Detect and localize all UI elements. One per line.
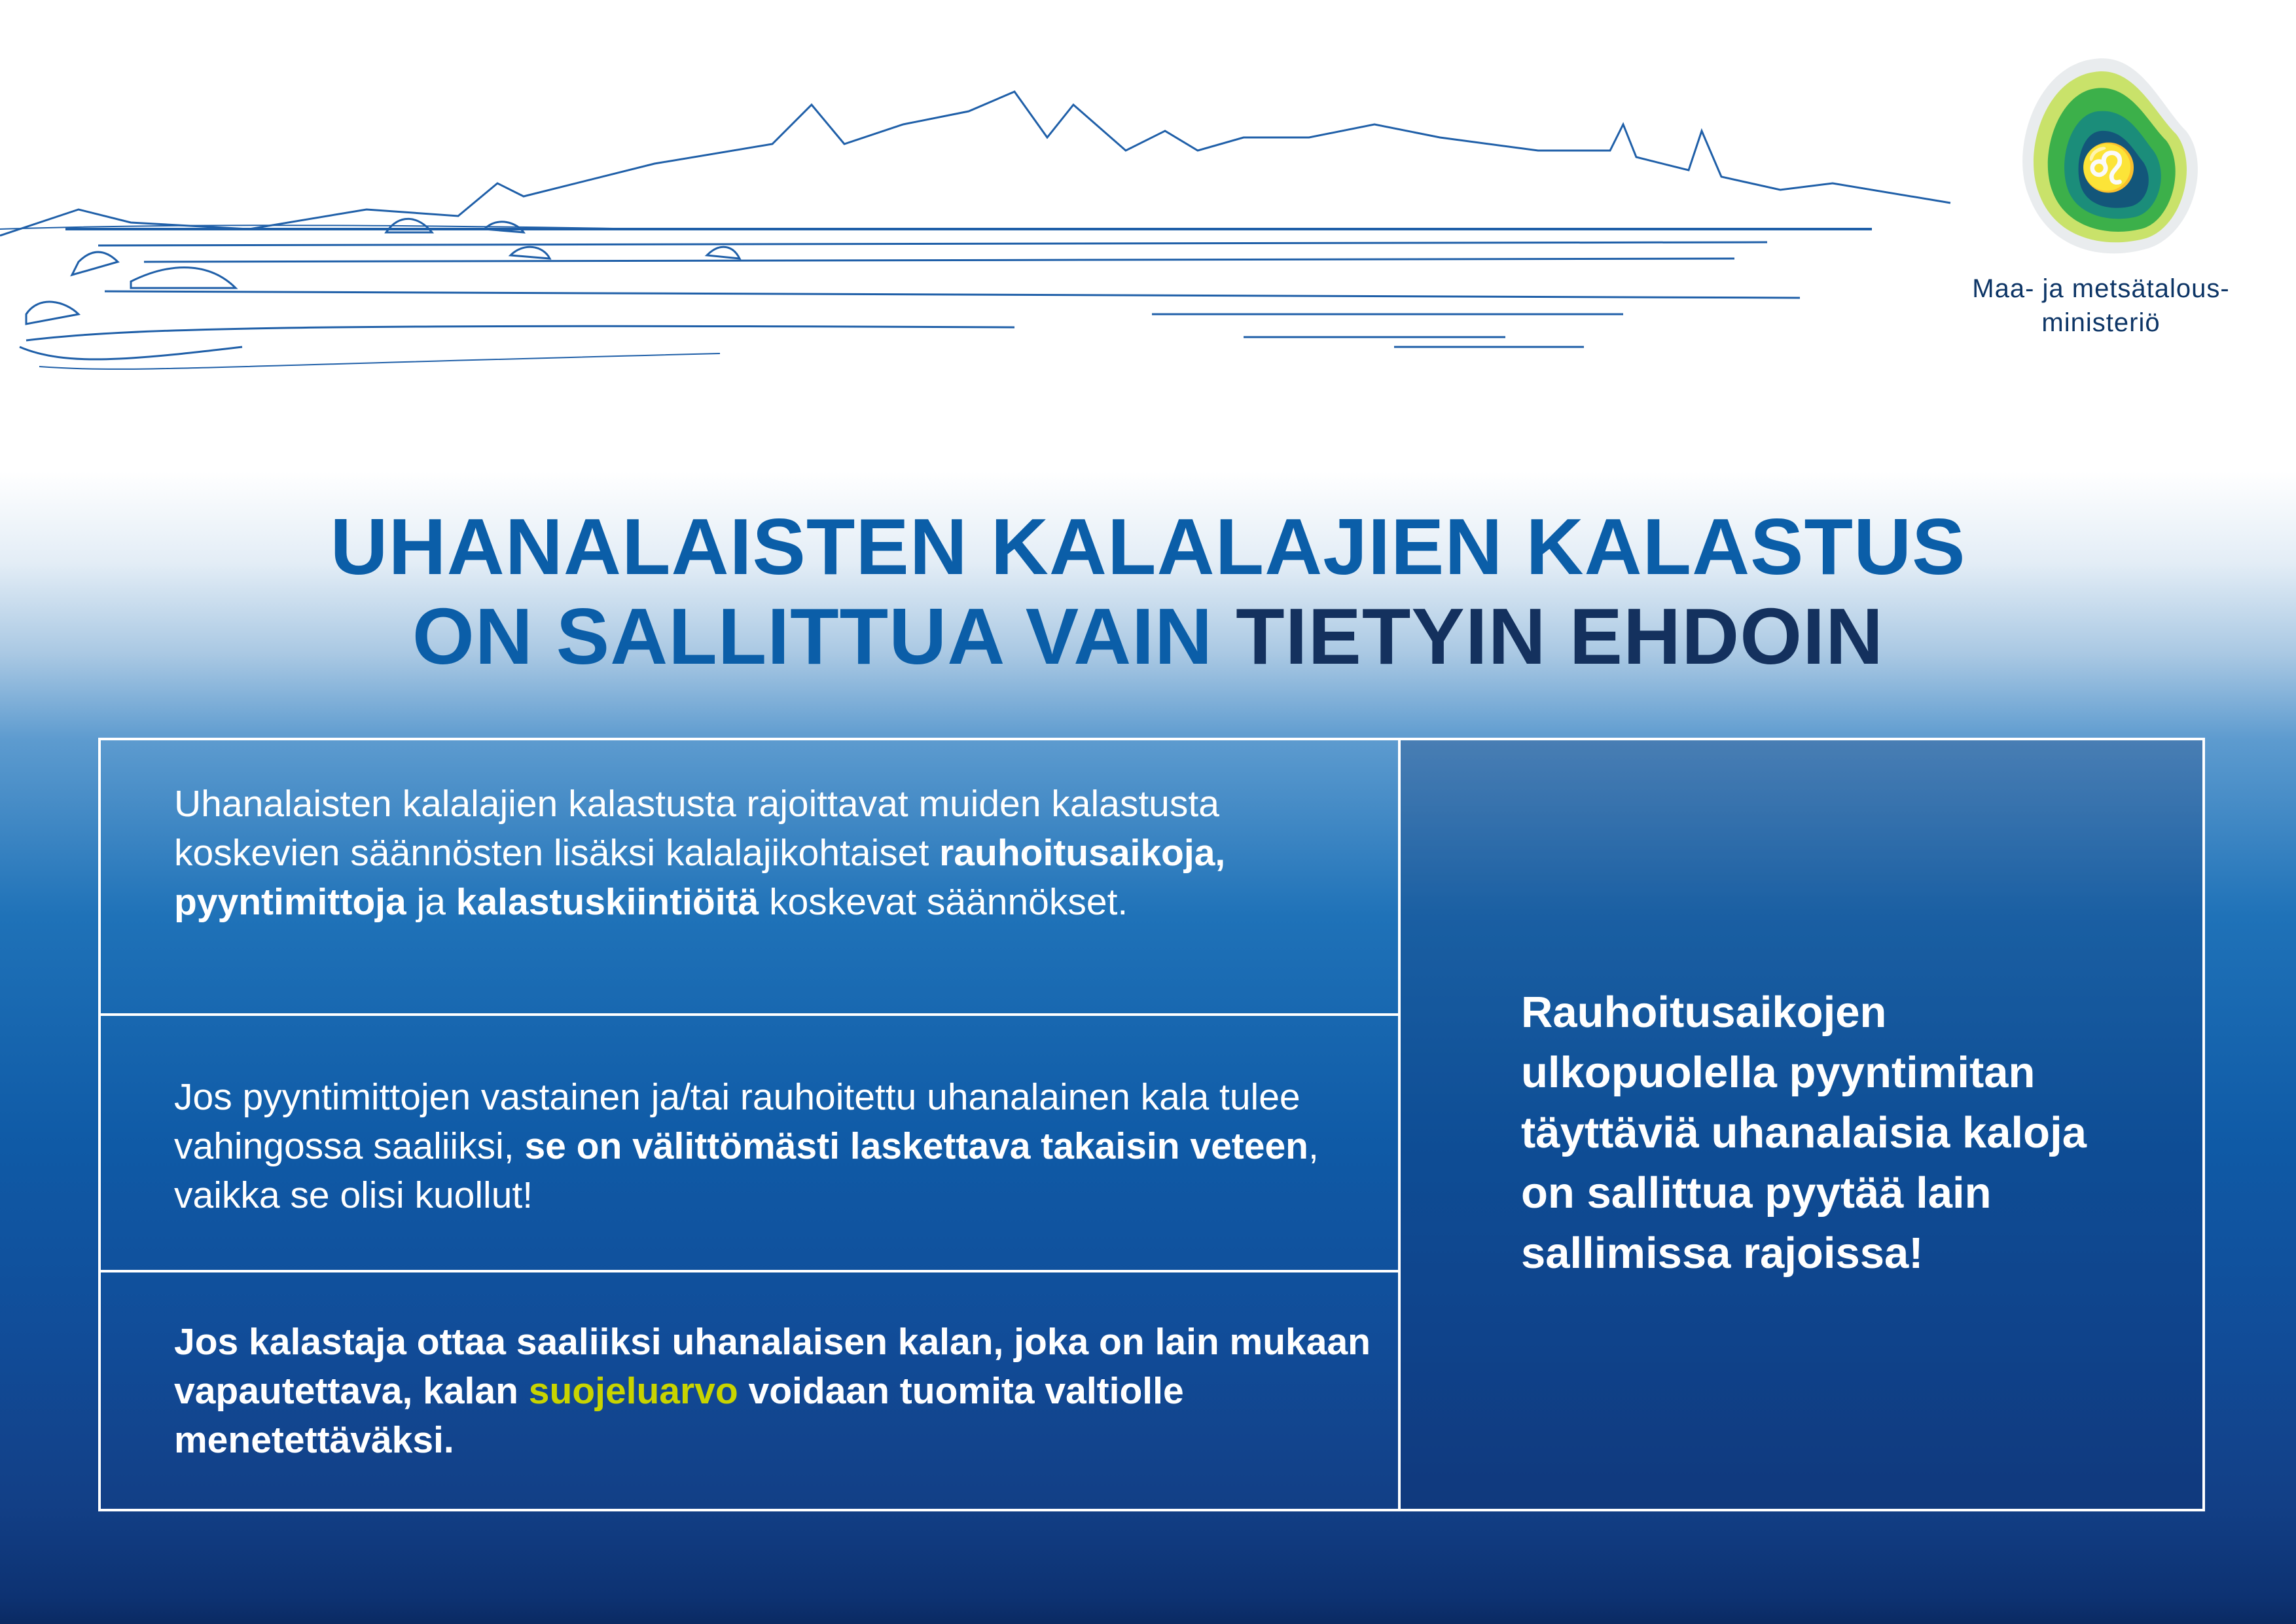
- text: Uhanalaisten kalalajien kalastusta rajoittavat muiden kalastusta koskevien säännösten lisäksi kalalajikohtaiset: [174, 783, 1219, 874]
- lake-landscape-sketch: [0, 65, 1964, 406]
- text: ja: [406, 881, 456, 923]
- bold-text: rauhoitusaikoja, pyyntimittoja: [174, 832, 1226, 923]
- ministry-name: [1937, 272, 2265, 340]
- ministry-logo-icon: [2009, 52, 2206, 262]
- text: Jos kalastaja ottaa saaliiksi uhanalaisen kalan, joka on lain mukaan vapautettava, kalan: [174, 1321, 1371, 1412]
- headline-line2-blue: ON SALLITTUA VAIN: [412, 592, 1236, 681]
- row-divider: [101, 1013, 1399, 1016]
- bold-text: se on välittömästi laskettava takaisin veteen: [524, 1125, 1308, 1167]
- svg-text:♌: ♌: [2080, 142, 2138, 193]
- info-cell-release: [174, 1073, 1391, 1220]
- info-table: [98, 738, 2205, 1511]
- bold-text: kalastuskiintiöitä: [456, 881, 759, 923]
- headline-line1: UHANALAISTEN KALALAJIEN KALASTUS: [330, 502, 1966, 591]
- text: Jos pyyntimittojen vastainen ja/tai rauhoitettu uhanalainen kala tulee vahingossa saaliiksi,: [174, 1076, 1300, 1167]
- row-divider: [101, 1270, 1399, 1272]
- info-cell-regulations: [174, 780, 1391, 927]
- headline-line2-dark: TIETYIN EHDOIN: [1236, 592, 1884, 681]
- text: koskevat säännökset.: [759, 881, 1128, 923]
- headline-line2: [0, 590, 2296, 682]
- ministry-name-line2: ministeriö: [2041, 308, 2161, 337]
- column-divider: [1398, 740, 1401, 1509]
- ministry-name-line1: Maa- ja metsätalous-: [1972, 274, 2230, 303]
- right-panel-text: Rauhoitusaikojen ulkopuolella pyyntimitan täyttäviä uhanalaisia kaloja on sallittua pyytää lain sallimissa rajoissa!: [1521, 988, 2087, 1278]
- info-cell-conservation-value: [174, 1318, 1391, 1465]
- text: voidaan tuomita valtiolle menetettäväksi.: [174, 1370, 1184, 1461]
- text: , vaikka se olisi kuollut!: [174, 1125, 1319, 1216]
- highlight-text: suojeluarvo: [528, 1370, 738, 1412]
